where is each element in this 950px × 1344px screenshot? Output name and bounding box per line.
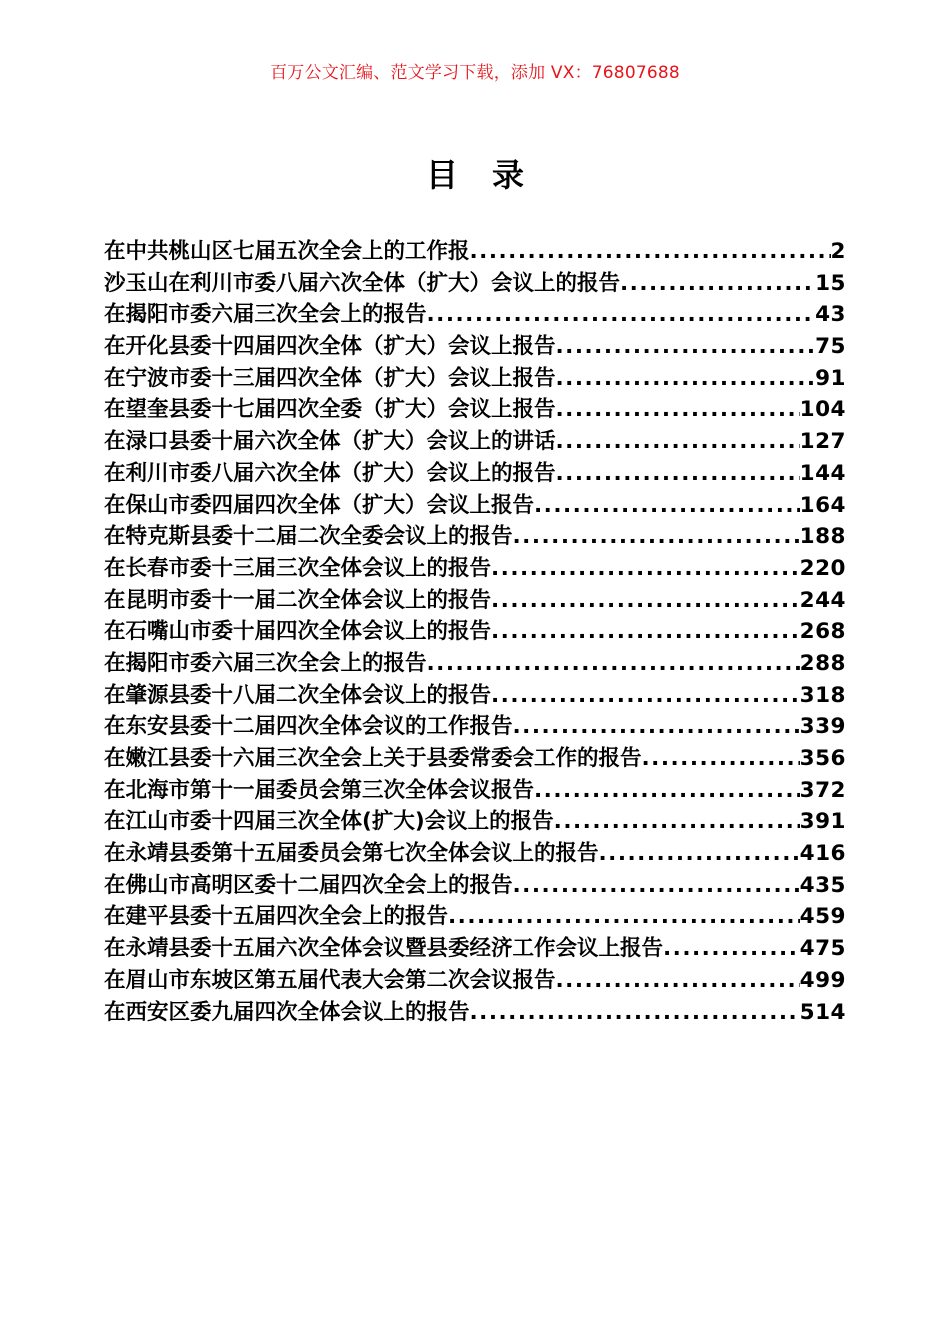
toc-entry[interactable] bbox=[104, 616, 846, 648]
toc-entry-page-number: 2 bbox=[830, 239, 846, 264]
toc-dot-leader bbox=[491, 680, 800, 712]
toc-entry[interactable] bbox=[104, 806, 846, 838]
toc-dot-leader bbox=[534, 490, 800, 522]
toc-dot-leader bbox=[491, 553, 800, 585]
toc-entry-page-number: 43 bbox=[815, 302, 846, 328]
toc-entry[interactable] bbox=[104, 458, 846, 490]
toc-dot-leader bbox=[448, 901, 800, 933]
toc-entry-title: 在揭阳市委六届三次全会上的报告 bbox=[104, 302, 427, 328]
toc-entry-title: 在眉山市东坡区第五届代表大会第二次会议报告 bbox=[104, 967, 556, 993]
toc-entry[interactable] bbox=[104, 743, 846, 775]
toc-entry[interactable] bbox=[104, 553, 846, 585]
toc-entry[interactable] bbox=[104, 363, 846, 395]
toc-entry-title: 在特克斯县委十二届二次全委会议上的报告 bbox=[104, 524, 513, 550]
toc-entry-title: 在石嘴山市委十届四次全体会议上的报告 bbox=[104, 619, 492, 645]
toc-entry-page-number: 416 bbox=[799, 841, 846, 867]
toc-entry-title: 在永靖县委十五届六次全体会议暨县委经济工作会议上报告 bbox=[104, 936, 664, 962]
toc-entry-page-number: 288 bbox=[799, 650, 846, 676]
toc-dot-leader bbox=[534, 775, 800, 807]
toc-dot-leader bbox=[556, 426, 800, 458]
toc-entry-title: 在永靖县委第十五届委员会第七次全体会议上的报告 bbox=[104, 841, 599, 867]
toc-dot-leader bbox=[491, 616, 800, 648]
toc-entry[interactable] bbox=[104, 394, 846, 426]
toc-entry-title: 在宁波市委十三届四次全体（扩大）会议上报告 bbox=[104, 365, 556, 391]
toc-entry-page-number: 244 bbox=[799, 587, 846, 613]
toc-entry-title: 在揭阳市委六届三次全会上的报告 bbox=[104, 650, 427, 676]
toc-entry-page-number: 435 bbox=[799, 872, 846, 898]
toc-entry-title: 在开化县委十四届四次全体（扩大）会议上报告 bbox=[104, 334, 556, 360]
toc-dot-leader bbox=[556, 458, 800, 490]
toc-entry-page-number: 339 bbox=[799, 714, 846, 740]
toc-entry[interactable] bbox=[104, 775, 846, 807]
toc-entry-page-number: 220 bbox=[799, 555, 846, 581]
toc-entry-page-number: 144 bbox=[799, 460, 846, 486]
toc-entry-title: 在东安县委十二届四次全体会议的工作报告 bbox=[104, 714, 513, 740]
toc-entry[interactable] bbox=[104, 426, 846, 458]
toc-dot-leader bbox=[663, 933, 800, 965]
toc-entry-page-number: 268 bbox=[799, 619, 846, 645]
toc-dot-leader bbox=[556, 363, 816, 395]
toc-dot-leader bbox=[491, 585, 800, 617]
toc-entry[interactable] bbox=[104, 299, 846, 331]
toc-entry-page-number: 15 bbox=[815, 270, 846, 296]
toc-entry[interactable] bbox=[104, 521, 846, 553]
toc-entry-title: 在利川市委八届六次全体（扩大）会议上的报告 bbox=[104, 460, 556, 486]
toc-entry[interactable] bbox=[104, 711, 846, 743]
toc-entry-page-number: 127 bbox=[799, 429, 846, 455]
toc-entry-title: 在建平县委十五届四次全会上的报告 bbox=[104, 904, 449, 930]
toc-entry-title: 在北海市第十一届委员会第三次全体会议报告 bbox=[104, 777, 535, 803]
toc-dot-leader bbox=[642, 743, 800, 775]
toc-entry-page-number: 188 bbox=[799, 524, 846, 550]
toc-entry-page-number: 514 bbox=[799, 999, 846, 1025]
toc-entry-page-number: 475 bbox=[799, 936, 846, 962]
toc-entry[interactable] bbox=[104, 680, 846, 712]
toc-entry[interactable] bbox=[104, 965, 846, 997]
toc-entry[interactable] bbox=[104, 236, 846, 268]
toc-entry-title: 在肇源县委十八届二次全体会议上的报告 bbox=[104, 682, 492, 708]
toc-dot-leader bbox=[554, 806, 800, 838]
toc-entry[interactable] bbox=[104, 331, 846, 363]
toc-entry-title: 在西安区委九届四次全体会议上的报告 bbox=[104, 999, 470, 1025]
toc-entry[interactable] bbox=[104, 490, 846, 522]
toc-dot-leader bbox=[599, 838, 800, 870]
toc-entry-page-number: 391 bbox=[799, 809, 846, 835]
toc-entry-page-number: 75 bbox=[815, 334, 846, 360]
toc-entry-page-number: 164 bbox=[799, 492, 846, 518]
toc-dot-leader bbox=[427, 648, 800, 680]
toc-title: 目录 bbox=[425, 156, 558, 194]
table-of-contents bbox=[104, 236, 846, 1028]
toc-entry-title: 在长春市委十三届三次全体会议上的报告 bbox=[104, 555, 492, 581]
toc-entry-title: 在嫩江县委十六届三次全会上关于县委常委会工作的报告 bbox=[104, 746, 642, 771]
toc-entry-page-number: 372 bbox=[799, 777, 846, 803]
toc-entry[interactable] bbox=[104, 585, 846, 617]
toc-entry-title: 在渌口县委十届六次全体（扩大）会议上的讲话 bbox=[104, 429, 556, 455]
toc-dot-leader bbox=[470, 236, 831, 268]
toc-entry-title: 在昆明市委十一届二次全体会议上的报告 bbox=[104, 587, 492, 613]
toc-entry-title: 沙玉山在利川市委八届六次全体（扩大）会议上的报告 bbox=[104, 270, 621, 296]
toc-entry[interactable] bbox=[104, 838, 846, 870]
toc-dot-leader bbox=[427, 299, 816, 331]
toc-entry[interactable] bbox=[104, 268, 846, 300]
toc-entry[interactable] bbox=[104, 870, 846, 902]
toc-dot-leader bbox=[513, 870, 800, 902]
toc-entry-page-number: 104 bbox=[799, 397, 846, 423]
toc-entry[interactable] bbox=[104, 997, 846, 1029]
toc-entry-title: 在中共桃山区七届五次全会上的工作报 bbox=[104, 239, 470, 264]
toc-entry-title: 在保山市委四届四次全体（扩大）会议上报告 bbox=[104, 492, 535, 518]
toc-entry-page-number: 91 bbox=[815, 365, 846, 391]
toc-entry-title: 在江山市委十四届三次全体(扩大)会议上的报告 bbox=[104, 809, 554, 835]
toc-entry-title: 在望奎县委十七届四次全委（扩大）会议上报告 bbox=[104, 397, 556, 423]
watermark-header-note: 百万公文汇编、范文学习下载，添加 VX：76807688 bbox=[270, 63, 680, 83]
toc-dot-leader bbox=[556, 331, 816, 363]
toc-dot-leader bbox=[513, 711, 800, 743]
toc-entry-page-number: 356 bbox=[799, 746, 846, 771]
toc-entry[interactable] bbox=[104, 933, 846, 965]
toc-entry[interactable] bbox=[104, 648, 846, 680]
toc-entry[interactable] bbox=[104, 901, 846, 933]
toc-dot-leader bbox=[556, 394, 800, 426]
toc-entry-page-number: 318 bbox=[799, 682, 846, 708]
toc-entry-title: 在佛山市高明区委十二届四次全会上的报告 bbox=[104, 872, 513, 898]
toc-dot-leader bbox=[513, 521, 800, 553]
toc-entry-page-number: 459 bbox=[799, 904, 846, 930]
toc-dot-leader bbox=[556, 965, 800, 997]
toc-entry-page-number: 499 bbox=[799, 967, 846, 993]
toc-dot-leader bbox=[620, 268, 815, 300]
toc-dot-leader bbox=[470, 997, 800, 1029]
